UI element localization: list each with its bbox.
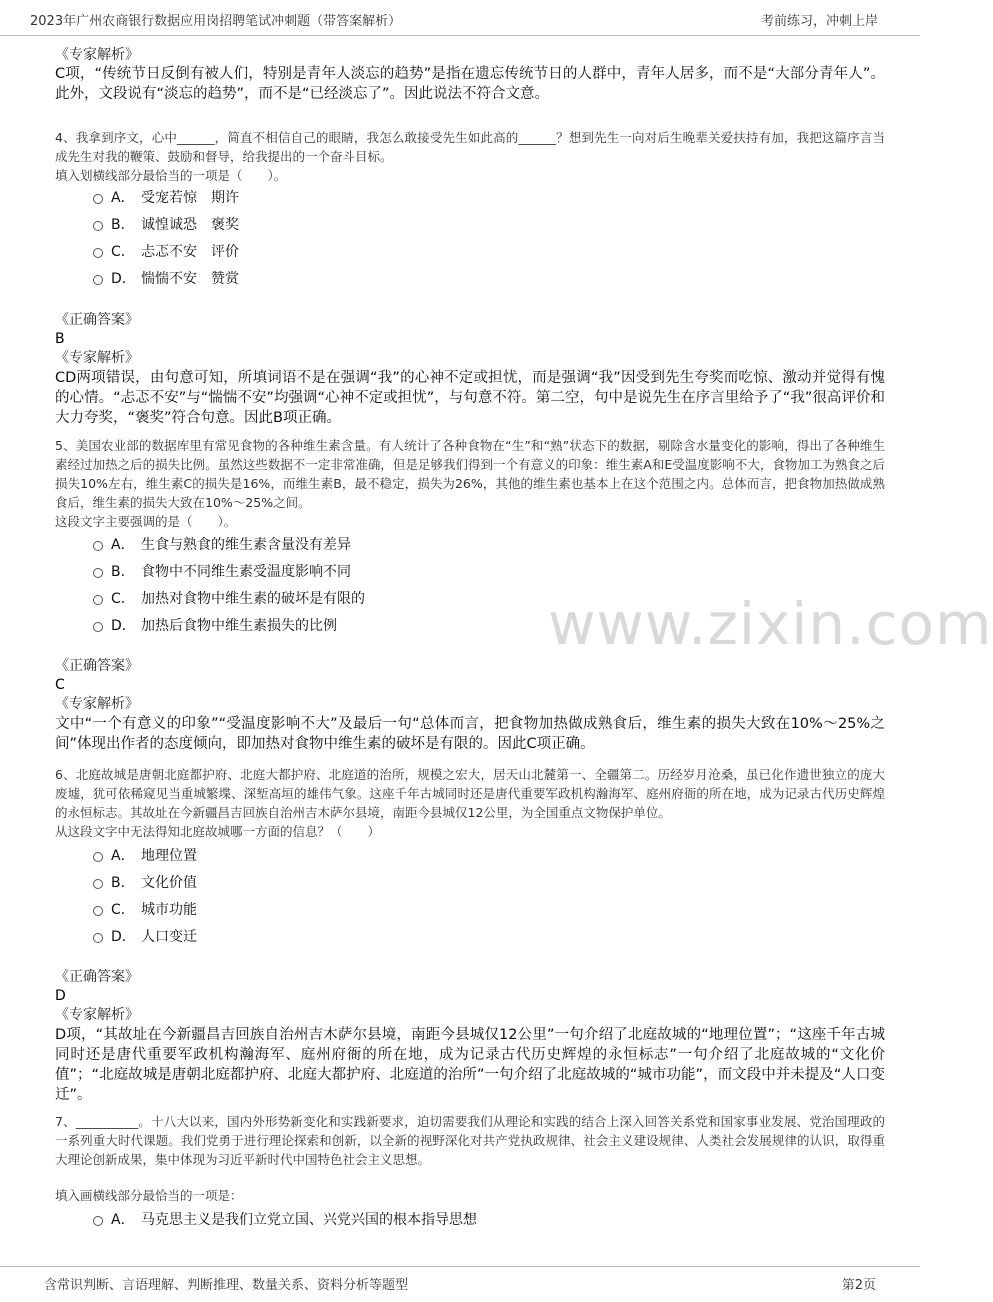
option-a[interactable]: A． 地理位置 <box>93 841 853 868</box>
radio-icon[interactable] <box>93 568 103 578</box>
answer-value: B <box>55 331 65 347</box>
answer-value: D <box>55 988 66 1004</box>
question-5 <box>55 436 885 531</box>
option-a[interactable]: A． 马克思主义是我们立党立国、兴党兴国的根本指导思想 <box>93 1205 853 1232</box>
question-4-options <box>93 183 853 291</box>
analysis-text: C项，“传统节日反倒有被人们，特别是青年人淡忘的趋势”是指在遗忘传统节日的人群中，青年人居多，而不是“大部分青年人”。此外，文段说有“淡忘的趋势”，而不是“已经淡忘了”。因此说法不符合文意。 <box>55 66 885 102</box>
question-7 <box>55 1112 885 1169</box>
option-d[interactable]: D． 人口变迁 <box>93 922 853 949</box>
radio-icon[interactable] <box>93 622 103 632</box>
radio-icon[interactable] <box>93 248 103 258</box>
radio-icon[interactable] <box>93 906 103 916</box>
question-stem: 5、美国农业部的数据库里有常见食物的各种维生素含量。有人统计了各种食物在“生”和“熟”状态下的数据，剔除含水量变化的影响，得出了各种维生素经过加热之后的损失比例。虽然这些数据不一定非常准确，但是足够我们得到一个有意义的印象：维生素A和E受温度影响不大，食物加工为熟食之后损失10%左右，维生素C的损失是16%，而维生素B，最不稳定，损失为26%，其他的维生素也基本上在这个范围之内。总体而言，把食物加热做成熟食后，维生素的损失大致在10%～25%之间。 <box>55 438 885 510</box>
prev-analysis <box>55 64 885 104</box>
analysis-label: 《专家解析》 <box>55 696 139 712</box>
question-stem: 6、北庭故城是唐朝北庭都护府、北庭大都护府、北庭道的治所，规模之宏大，居天山北麓第一、全疆第二。历经岁月沧桑，虽已化作遗世独立的庞大废墟，犹可依稀窥见当重城繁堞、深堑高垣的雄伟气象。这座千年古城同时还是唐代重要军政机构瀚海军、庭州府衙的所在地，成为记录古代历史辉煌的永恒标志。其故址在今新疆昌吉回族自治州吉木萨尔县境，南距今县城仅12公里，为全国重点文物保护单位。 <box>55 767 885 820</box>
option-b[interactable]: B． 诚惶诚恐 褒奖 <box>93 210 853 237</box>
option-b[interactable]: B． 食物中不同维生素受温度影响不同 <box>93 557 853 584</box>
document-title: 2023年广州农商银行数据应用岗招聘笔试冲刺题（带答案解析） <box>30 14 402 29</box>
prev-analysis-label-block <box>55 46 885 65</box>
page-number: 第2页 <box>841 1278 876 1293</box>
option-c[interactable]: C． 忐忑不安 评价 <box>93 237 853 264</box>
option-c[interactable]: C． 城市功能 <box>93 895 853 922</box>
question-6-answer <box>55 968 885 1105</box>
question-stem: 4、我拿到序文，心中______，简直不相信自己的眼睛，我怎么敢接受先生如此高的______？想到先生一向对后生晚辈关爱扶持有加，我把这篇序言当成先生对我的鞭策、鼓励和督导，给我提出的一个奋斗目标。 <box>55 130 885 164</box>
analysis-label: 《专家解析》 <box>55 350 139 366</box>
question-4 <box>55 128 885 185</box>
answer-label: 《正确答案》 <box>55 969 139 985</box>
header-slogan: 考前练习，冲刺上岸 <box>760 14 878 29</box>
question-prompt: 从这段文字中无法得知北庭故城哪一方面的信息？（ ） <box>55 824 381 839</box>
option-d[interactable]: D． 惴惴不安 赞赏 <box>93 264 853 291</box>
analysis-text: 文中“一个有意义的印象”“受温度影响不大”及最后一句“总体而言，把食物加热做成熟食后，维生素的损失大致在10%～25%之间”体现出作者的态度倾向，即加热对食物中维生素的破坏是有限的。因此C项正确。 <box>55 716 885 752</box>
option-a[interactable]: A． 生食与熟食的维生素含量没有差异 <box>93 530 853 557</box>
answer-value: C <box>55 677 65 693</box>
radio-icon[interactable] <box>93 852 103 862</box>
question-prompt: 填入划横线部分最恰当的一项是（ ）。 <box>55 168 287 183</box>
radio-icon[interactable] <box>93 933 103 943</box>
question-6-options <box>93 841 853 949</box>
option-c[interactable]: C． 加热对食物中维生素的破坏是有限的 <box>93 584 853 611</box>
analysis-label: 《专家解析》 <box>55 47 139 63</box>
radio-icon[interactable] <box>93 275 103 285</box>
question-7-options <box>93 1205 853 1232</box>
question-7-prompt-block <box>55 1186 885 1205</box>
analysis-text: CD两项错误，由句意可知，所填词语不是在强调“我”的心神不定或担忧，而是强调“我”因受到先生夸奖而吃惊、激动并觉得有愧的心情。“忐忑不安”与“惴惴不安”均强调“心神不定或担忧”，与句意不符。第二空，句中是说先生在序言里给予了“我”很高评价和大力夸奖，“褒奖”符合句意。因此B项正确。 <box>55 370 885 426</box>
question-stem: 7、__________。十八大以来，国内外形势新变化和实践新要求，迫切需要我们从理论和实践的结合上深入回答关系党和国家事业发展、党治国理政的一系列重大时代课题。我们党勇于进行理论探索和创新，以全新的视野深化对共产党执政规律、社会主义建设规律、人类社会发展规律的认识，取得重大理论创新成果，集中体现为习近平新时代中国特色社会主义思想。 <box>55 1114 885 1167</box>
analysis-text: D项，“其故址在今新疆昌吉回族自治州吉木萨尔县境，南距今县城仅12公里”一句介绍了北庭故城的“地理位置”；“这座千年古城同时还是唐代重要军政机构瀚海军、庭州府衙的所在地，成为记录古代历史辉煌的永恒标志”一句介绍了北庭故城的“文化价值”；“北庭故城是唐朝北庭都护府、北庭大都护府、北庭道的治所”一句介绍了北庭故城的“城市功能”，而文段中并未提及“人口变迁”。 <box>55 1027 885 1103</box>
radio-icon[interactable] <box>93 595 103 605</box>
option-d[interactable]: D． 加热后食物中维生素损失的比例 <box>93 611 853 638</box>
radio-icon[interactable] <box>93 1216 103 1226</box>
question-4-answer <box>55 311 885 428</box>
radio-icon[interactable] <box>93 541 103 551</box>
footer-description: 含常识判断、言语理解、判断推理、数量关系、资料分析等题型 <box>44 1278 409 1293</box>
answer-label: 《正确答案》 <box>55 312 139 328</box>
watermark: www.zixin.com <box>548 590 993 658</box>
question-prompt: 这段文字主要强调的是（ ）。 <box>55 514 237 529</box>
question-5-options <box>93 530 853 638</box>
radio-icon[interactable] <box>93 221 103 231</box>
radio-icon[interactable] <box>93 879 103 889</box>
radio-icon[interactable] <box>93 194 103 204</box>
option-a[interactable]: A． 受宠若惊 期许 <box>93 183 853 210</box>
page-header <box>0 0 920 36</box>
option-b[interactable]: B． 文化价值 <box>93 868 853 895</box>
page-footer <box>0 1266 920 1302</box>
answer-label: 《正确答案》 <box>55 658 139 674</box>
question-6 <box>55 765 885 841</box>
analysis-label: 《专家解析》 <box>55 1007 139 1023</box>
question-5-answer <box>55 657 885 754</box>
question-prompt: 填入画横线部分最恰当的一项是： <box>55 1188 243 1203</box>
